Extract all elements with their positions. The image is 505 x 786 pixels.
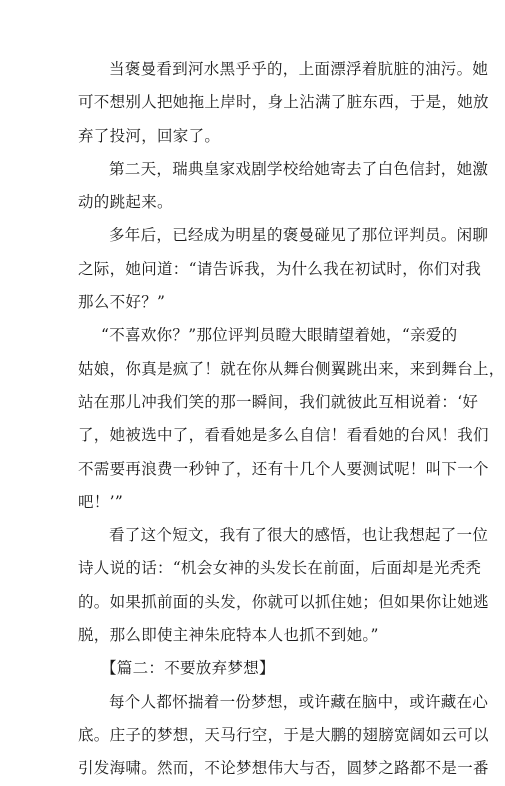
- text-line: 脱，那么即使主神朱庇特本人也抓不到她。”: [78, 626, 379, 645]
- text-line: 多年后，已经成为明星的褒曼碰见了那位评判员。闲聊: [109, 226, 489, 245]
- text-line: 之际，她问道：“请告诉我，为什么我在初试时，你们对我: [78, 259, 482, 278]
- text-line: 姑娘，你真是疯了！就在你从舞台侧翼跳出来，来到舞台上，: [78, 359, 505, 378]
- text-line: 那么不好？”: [78, 293, 166, 312]
- section-heading: 【篇二：不要放弃梦想】: [101, 659, 275, 678]
- text-line: 吧！’”: [78, 492, 124, 511]
- text-line: 弃了投河，回家了。: [78, 126, 221, 145]
- text-line: 第二天，瑞典皇家戏剧学校给她寄去了白色信封，她激: [109, 159, 489, 178]
- text-line: 引发海啸。然而，不论梦想伟大与否，圆梦之路都不是一番: [78, 759, 489, 778]
- text-line: 可不想别人把她拖上岸时，身上沾满了脏东西，于是，她放: [78, 93, 489, 112]
- text-line: “不喜欢你？”那位评判员瞪大眼睛望着她，“亲爱的: [101, 326, 458, 345]
- text-line: 站在那儿冲我们笑的那一瞬间，我们就彼此互相说着：‘好: [78, 392, 479, 411]
- text-line: 的。如果抓前面的头发，你就可以抓住她；但如果你让她逃: [78, 592, 489, 611]
- text-line: 动的跳起来。: [78, 193, 173, 212]
- text-line: 底。庄子的梦想，天马行空，于是大鹏的翅膀宽阔如云可以: [78, 725, 489, 744]
- document-body: [78, 53, 505, 786]
- text-line: 不需要再浪费一秒钟了，还有十几个人要测试呢！叫下一个: [78, 459, 489, 478]
- text-line: 诗人说的话：“机会女神的头发长在前面，后面却是光秃秃: [78, 559, 482, 578]
- text-line: 每个人都怀揣着一份梦想，或许藏在脑中，或许藏在心: [109, 692, 489, 711]
- text-line: 当褒曼看到河水黑乎乎的，上面漂浮着肮脏的油污。她: [109, 60, 489, 78]
- text-line: 看了这个短文，我有了很大的感悟，也让我想起了一位: [109, 526, 489, 545]
- text-line: 了，她被选中了，看看她是多么自信！看看她的台风！我们: [78, 426, 489, 445]
